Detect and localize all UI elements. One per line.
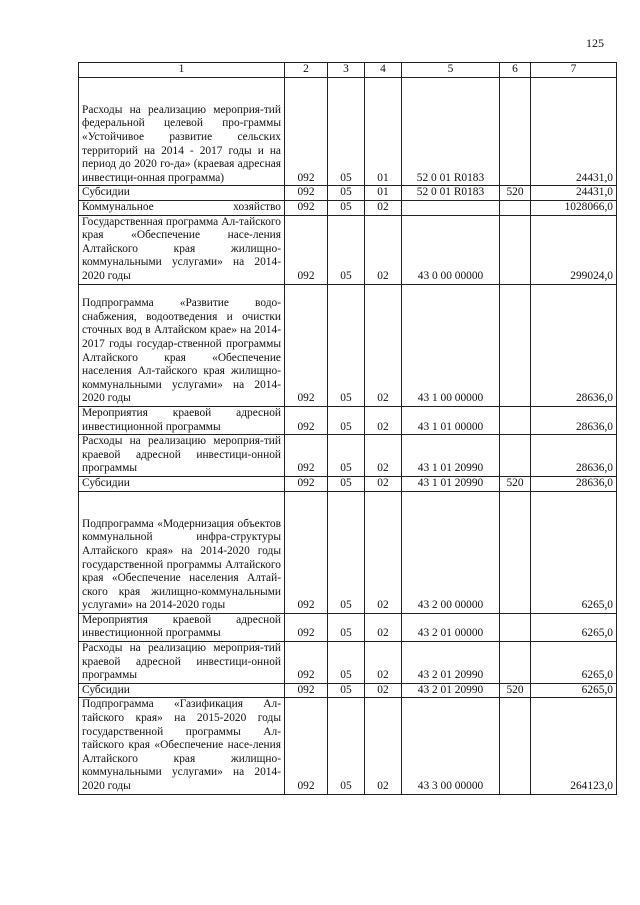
description-cell: Субсидии bbox=[79, 476, 285, 491]
expense-type-cell bbox=[500, 200, 531, 215]
table-row bbox=[79, 435, 617, 477]
ved-code-cell: 092 bbox=[285, 435, 328, 477]
table-row bbox=[79, 200, 617, 215]
amount-cell: 28636,0 bbox=[531, 476, 617, 491]
ved-code-cell: 092 bbox=[285, 476, 328, 491]
target-article-cell: 52 0 01 R0183 bbox=[402, 186, 500, 201]
subsection-code-cell: 02 bbox=[365, 683, 402, 698]
expense-type-cell bbox=[500, 406, 531, 434]
expense-type-cell bbox=[500, 642, 531, 684]
target-article-cell: 43 2 01 20990 bbox=[402, 642, 500, 684]
expense-type-cell bbox=[500, 284, 531, 406]
target-article-cell: 52 0 01 R0183 bbox=[402, 77, 500, 186]
expense-type-cell bbox=[500, 491, 531, 613]
amount-cell: 6265,0 bbox=[531, 491, 617, 613]
ved-code-cell: 092 bbox=[285, 683, 328, 698]
description-cell: Субсидии bbox=[79, 186, 285, 201]
amount-cell: 264123,0 bbox=[531, 698, 617, 794]
table-row bbox=[79, 642, 617, 684]
amount-cell: 28636,0 bbox=[531, 406, 617, 434]
amount-cell: 28636,0 bbox=[531, 284, 617, 406]
subsection-code-cell: 02 bbox=[365, 491, 402, 613]
target-article-cell: 43 2 00 00000 bbox=[402, 491, 500, 613]
ved-code-cell: 092 bbox=[285, 642, 328, 684]
header-cell: 5 bbox=[402, 63, 500, 78]
subsection-code-cell: 02 bbox=[365, 435, 402, 477]
section-code-cell: 05 bbox=[328, 613, 365, 641]
subsection-code-cell: 02 bbox=[365, 284, 402, 406]
target-article-cell: 43 1 01 20990 bbox=[402, 435, 500, 477]
amount-cell: 24431,0 bbox=[531, 186, 617, 201]
description-cell: Коммунальное хозяйство bbox=[79, 200, 285, 215]
budget-table bbox=[78, 62, 617, 795]
section-code-cell: 05 bbox=[328, 77, 365, 186]
ved-code-cell: 092 bbox=[285, 77, 328, 186]
subsection-code-cell: 02 bbox=[365, 476, 402, 491]
table-row bbox=[79, 186, 617, 201]
section-code-cell: 05 bbox=[328, 491, 365, 613]
section-code-cell: 05 bbox=[328, 683, 365, 698]
subsection-code-cell: 01 bbox=[365, 77, 402, 186]
subsection-code-cell: 02 bbox=[365, 613, 402, 641]
expense-type-cell bbox=[500, 215, 531, 284]
target-article-cell: 43 2 01 00000 bbox=[402, 613, 500, 641]
table-row bbox=[79, 613, 617, 641]
ved-code-cell: 092 bbox=[285, 186, 328, 201]
ved-code-cell: 092 bbox=[285, 491, 328, 613]
amount-cell: 24431,0 bbox=[531, 77, 617, 186]
target-article-cell bbox=[402, 200, 500, 215]
description-cell: Подпрограмма «Развитие водо-снабжения, водоотведения и очистки сточных вод в Алтайском крае» на 2014-2017 годы государ-ственной программы Алтайского края «Обеспечение населения Ал-тайского края жилищно-коммунальными услугами» на 2014-2020 годы bbox=[79, 284, 285, 406]
table-row bbox=[79, 491, 617, 613]
table-row bbox=[79, 215, 617, 284]
subsection-code-cell: 02 bbox=[365, 406, 402, 434]
description-cell: Расходы на реализацию мероприя-тий краевой адресной инвестици-онной программы bbox=[79, 435, 285, 477]
subsection-code-cell: 02 bbox=[365, 642, 402, 684]
table-row bbox=[79, 406, 617, 434]
target-article-cell: 43 0 00 00000 bbox=[402, 215, 500, 284]
description-cell: Подпрограмма «Газификация Ал-тайского края» на 2015-2020 годы государственной программы Ал-тайского края «Обеспечение насе-ления Алтайского края жилищно-коммунальными услугами» на 2014-2020 годы bbox=[79, 698, 285, 794]
expense-type-cell: 520 bbox=[500, 476, 531, 491]
ved-code-cell: 092 bbox=[285, 284, 328, 406]
description-cell: Подпрограмма «Модернизация объектов коммунальной инфра-структуры Алтайского края» на 2014-2020 годы государственной программы Алтайского края «Обеспечение населения Алтай-ского края жилищно-коммунальными услугами» на 2014-2020 годы bbox=[79, 491, 285, 613]
target-article-cell: 43 1 01 00000 bbox=[402, 406, 500, 434]
description-cell: Субсидии bbox=[79, 683, 285, 698]
expense-type-cell bbox=[500, 613, 531, 641]
section-code-cell: 05 bbox=[328, 215, 365, 284]
table-row bbox=[79, 698, 617, 794]
table-row bbox=[79, 683, 617, 698]
expense-type-cell: 520 bbox=[500, 683, 531, 698]
amount-cell: 6265,0 bbox=[531, 642, 617, 684]
section-code-cell: 05 bbox=[328, 284, 365, 406]
amount-cell: 28636,0 bbox=[531, 435, 617, 477]
description-cell: Государственная программа Ал-тайского края «Обеспечение насе-ления Алтайского края жилищно-коммунальными услугами» на 2014-2020 годы bbox=[79, 215, 285, 284]
section-code-cell: 05 bbox=[328, 435, 365, 477]
header-cell: 4 bbox=[365, 63, 402, 78]
section-code-cell: 05 bbox=[328, 186, 365, 201]
description-cell: Мероприятия краевой адресной инвестиционной программы bbox=[79, 406, 285, 434]
target-article-cell: 43 2 01 20990 bbox=[402, 683, 500, 698]
target-article-cell: 43 3 00 00000 bbox=[402, 698, 500, 794]
header-cell: 2 bbox=[285, 63, 328, 78]
section-code-cell: 05 bbox=[328, 200, 365, 215]
ved-code-cell: 092 bbox=[285, 215, 328, 284]
description-cell: Расходы на реализацию мероприя-тий федеральной целевой про-граммы «Устойчивое развитие сельских территорий на 2014 - 2017 годы и на период до 2020 го-да» (краевая адресная инвестици-онная программа) bbox=[79, 77, 285, 186]
table-row bbox=[79, 77, 617, 186]
section-code-cell: 05 bbox=[328, 406, 365, 434]
header-cell: 6 bbox=[500, 63, 531, 78]
subsection-code-cell: 01 bbox=[365, 186, 402, 201]
header-cell: 3 bbox=[328, 63, 365, 78]
expense-type-cell bbox=[500, 435, 531, 477]
subsection-code-cell: 02 bbox=[365, 200, 402, 215]
target-article-cell: 43 1 00 00000 bbox=[402, 284, 500, 406]
amount-cell: 6265,0 bbox=[531, 683, 617, 698]
table-row bbox=[79, 476, 617, 491]
page-number: 125 bbox=[586, 36, 604, 50]
expense-type-cell bbox=[500, 77, 531, 186]
expense-type-cell: 520 bbox=[500, 186, 531, 201]
header-row bbox=[79, 63, 617, 78]
amount-cell: 6265,0 bbox=[531, 613, 617, 641]
section-code-cell: 05 bbox=[328, 698, 365, 794]
section-code-cell: 05 bbox=[328, 642, 365, 684]
description-cell: Расходы на реализацию мероприя-тий краевой адресной инвестици-онной программы bbox=[79, 642, 285, 684]
ved-code-cell: 092 bbox=[285, 613, 328, 641]
header-cell: 1 bbox=[79, 63, 285, 78]
table-row bbox=[79, 284, 617, 406]
target-article-cell: 43 1 01 20990 bbox=[402, 476, 500, 491]
section-code-cell: 05 bbox=[328, 476, 365, 491]
ved-code-cell: 092 bbox=[285, 406, 328, 434]
subsection-code-cell: 02 bbox=[365, 215, 402, 284]
ved-code-cell: 092 bbox=[285, 200, 328, 215]
ved-code-cell: 092 bbox=[285, 698, 328, 794]
table-body bbox=[79, 77, 617, 794]
subsection-code-cell: 02 bbox=[365, 698, 402, 794]
amount-cell: 299024,0 bbox=[531, 215, 617, 284]
header-cell: 7 bbox=[531, 63, 617, 78]
amount-cell: 1028066,0 bbox=[531, 200, 617, 215]
description-cell: Мероприятия краевой адресной инвестиционной программы bbox=[79, 613, 285, 641]
expense-type-cell bbox=[500, 698, 531, 794]
